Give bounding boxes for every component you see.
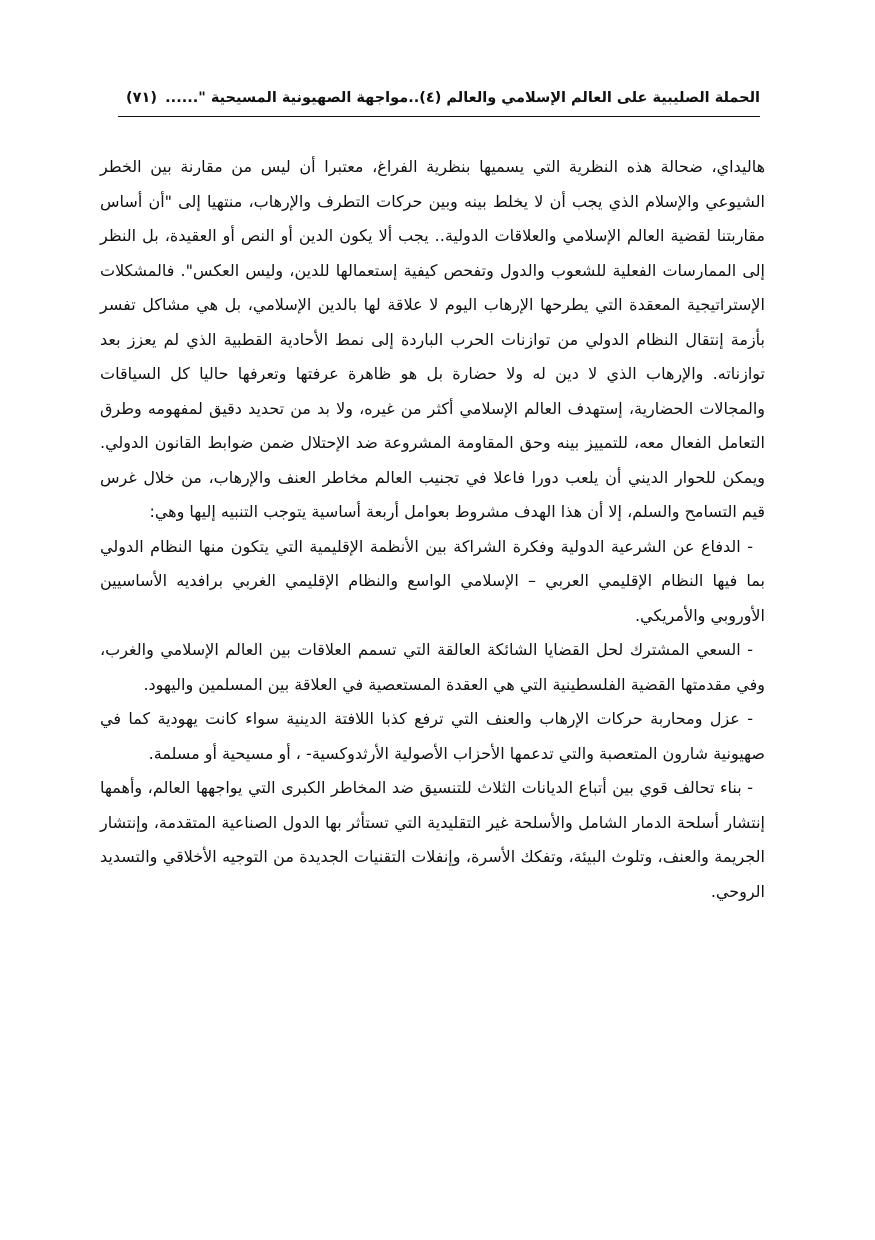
header-title: الحملة الصليبية على العالم الإسلامي والعالم (٤)..مواجهة الصهيونية المسيحية "...... xyxy=(165,90,760,106)
bullet-paragraph-1: - الدفاع عن الشرعية الدولية وفكرة الشراكة بين الأنظمة الإقليمية التي يتكون منها النظام الدولي بما فيها النظام الإقليمي العربي – الإسلامي الواسع والنظام الإقليمي الغربي برافديه الأساسيين الأوروبي والأمريكي. xyxy=(100,536,765,625)
bullet-paragraph-4: - بناء تحالف قوي بين أتباع الديانات الثلاث للتنسيق ضد المخاطر الكبرى التي يواجهها العالم، وأهمها إنتشار أسلحة الدمار الشامل والأسلحة غير التقليدية التي تستأثر بها الدول الصناعية المتقدمة، وإنتشار الجريمة والعنف، وتلوث البيئة، وتفكك الأسرة، وإنفلات التقنيات الجديدة من التوجيه الأخلاقي والتسديد الروحي. xyxy=(100,778,765,901)
bullet-paragraph-3: - عزل ومحاربة حركات الإرهاب والعنف التي ترفع كذبا اللافتة الدينية سواء كانت يهودية كما في صهيونية شارون المتعصبة والتي تدعمها الأحزاب الأصولية الأرثدوكسية- ، أو مسيحية أو مسلمة. xyxy=(100,709,765,763)
page-number: (٧١) xyxy=(126,90,157,106)
running-header xyxy=(118,86,760,117)
bullet-paragraph-2: - السعي المشترك لحل القضايا الشائكة العالقة التي تسمم العلاقات بين العالم الإسلامي والغرب، وفي مقدمتها القضية الفلسطينية التي هي العقدة المستعصية في العلاقة بين المسلمين واليهود. xyxy=(100,640,765,694)
body-text xyxy=(100,150,765,909)
main-paragraph: هاليداي، ضحالة هذه النظرية التي يسميها بنظرية الفراغ، معتبرا أن ليس من مقارنة بين الخطر الشيوعي والإسلام الذي يجب أن لا يخلط بينه وبين حركات التطرف والإرهاب، منتهيا إلى "أن أساس مقاربتنا لقضية العالم الإسلامي والعلاقات الدولية.. يجب ألا يكون الدين أو النص أو العقيدة، بل النظر إلى الممارسات الفعلية للشعوب والدول وتفحص كيفية إستعمالها للدين، وليس العكس". فالمشكلات الإستراتيجية المعقدة التي يطرحها الإرهاب اليوم لا علاقة لها بالدين الإسلامي، بل هي مشاكل تفسر بأزمة إنتقال النظام الدولي من توازنات الحرب الباردة إلى نمط الأحادية القطبية الذي لم يعزز بعد توازناته. والإرهاب الذي لا دين له ولا حضارة بل هو ظاهرة عرفتها وتعرفها حاليا كل السياقات والمجالات الحضارية، إستهدف العالم الإسلامي أكثر من غيره، ولا بد من تحديد دقيق لمفهومه وطرق التعامل الفعال معه، للتمييز بينه وحق المقاومة المشروعة ضد الإحتلال ضمن ضوابط القانون الدولي. ويمكن للحوار الديني أن يلعب دورا فاعلا في تجنيب العالم مخاطر العنف والإرهاب، من خلال غرس قيم التسامح والسلم، إلا أن هذا الهدف مشروط بعوامل أربعة أساسية يتوجب التنبيه إليها وهي: xyxy=(100,157,765,521)
